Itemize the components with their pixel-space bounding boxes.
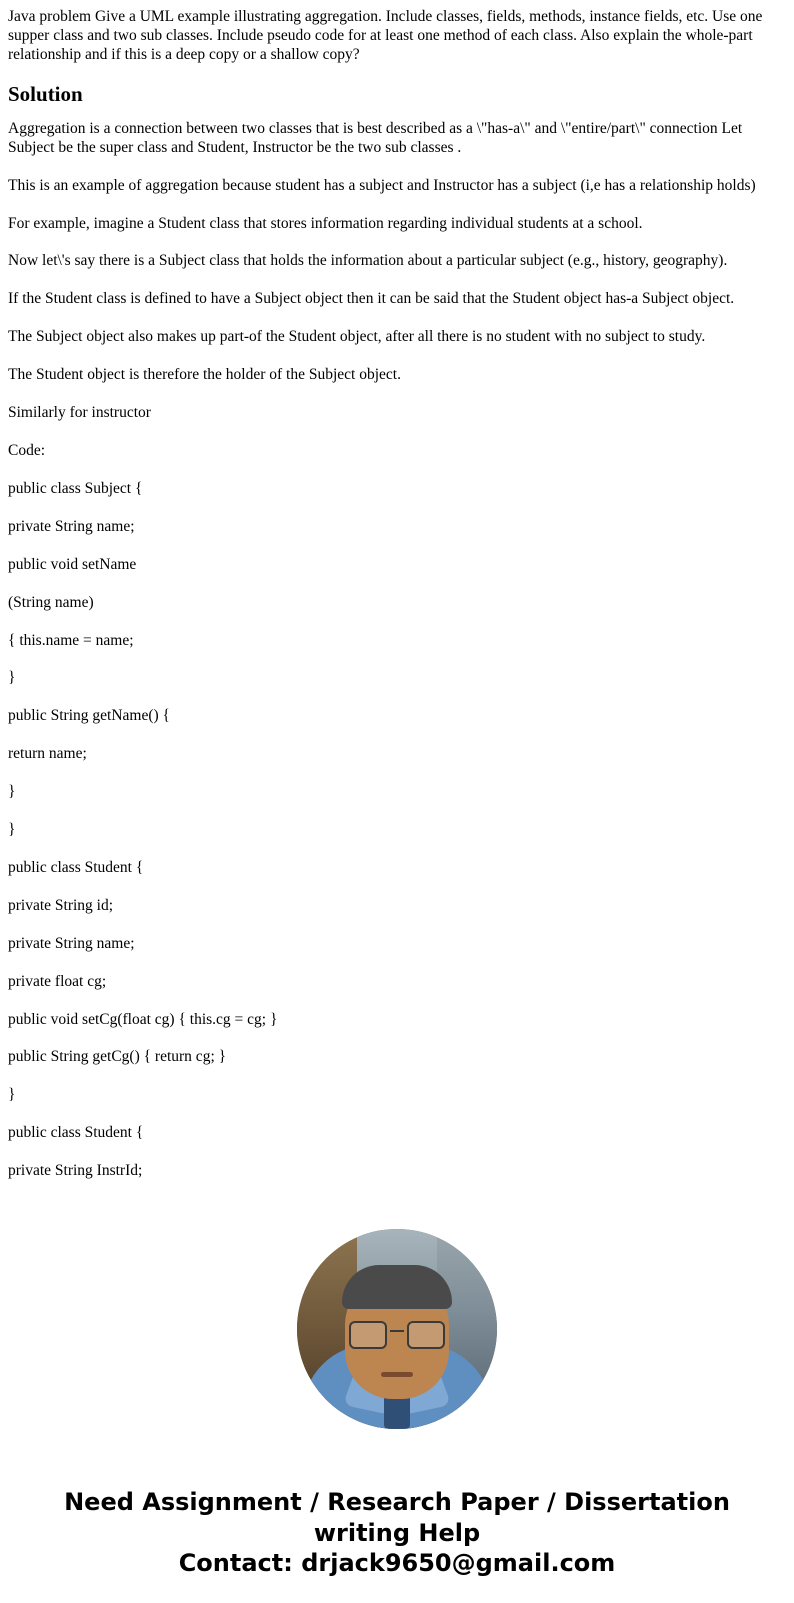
code-line: public class Student { (8, 858, 144, 876)
code-line: public void setName (8, 555, 137, 573)
code-line: } (8, 669, 16, 687)
paragraph: If the Student class is defined to have a Subject object then it can be said that the Student object has-a Subject object. (8, 290, 735, 308)
avatar-hair (342, 1265, 452, 1309)
paragraph: Aggregation is a connection between two classes that is best described as a \"has-a\" and \"entire/part\" connection Let Subject be the super class and Student, Instructor be the two sub classes . (8, 119, 743, 156)
avatar-mouth (381, 1372, 413, 1377)
code-line: public String getName() { (8, 707, 170, 725)
code-line: public String getCg() { return cg; } (8, 1048, 227, 1066)
footer-contact: Contact: drjack9650@gmail.com (178, 1549, 616, 1578)
footer (8, 1487, 786, 1602)
code-line: } (8, 783, 16, 801)
code-line: { this.name = name; (8, 631, 134, 649)
avatar (297, 1229, 497, 1429)
code-line: private String id; (8, 896, 114, 914)
question-text: Java problem Give a UML example illustrating aggregation. Include classes, fields, methods, instance fields, etc. Use one supper class and two sub classes. Include pseudo code for at least one method of each class. Also explain the whole-part relationship and if this is a deep copy or a shallow copy? (8, 8, 763, 63)
paragraph: Now let\'s say there is a Subject class that holds the information about a particular subject (e.g., history, geography). (8, 252, 728, 270)
code-line: private String name; (8, 934, 135, 952)
code-line: (String name) (8, 593, 94, 611)
code-line: } (8, 1086, 16, 1104)
paragraph: Similarly for instructor (8, 404, 151, 422)
code-line: } (8, 821, 16, 839)
paragraph: This is an example of aggregation because student has a subject and Instructor has a subject (i,e has a relationship holds) (8, 176, 756, 194)
code-line: public class Student { (8, 1124, 144, 1142)
paragraph: For example, imagine a Student class that stores information regarding individual students at a school. (8, 214, 643, 232)
code-line: return name; (8, 745, 87, 763)
avatar-glasses-left (349, 1321, 387, 1349)
code-line: public void setCg(float cg) { this.cg = cg; } (8, 1010, 278, 1028)
paragraph: The Student object is therefore the holder of the Subject object. (8, 366, 401, 384)
paragraph: The Subject object also makes up part-of the Student object, after all there is no student with no subject to study. (8, 328, 706, 346)
code-line: private String InstrId; (8, 1162, 143, 1180)
code-line: private float cg; (8, 972, 107, 990)
avatar-glasses-right (407, 1321, 445, 1349)
code-line: private String name; (8, 517, 135, 535)
avatar-glasses-bridge (390, 1330, 404, 1332)
paragraph: Code: (8, 441, 46, 459)
solution-heading: Solution (8, 81, 83, 106)
avatar-container (8, 1229, 786, 1429)
footer-headline: Need Assignment / Research Paper / Dissertation writing Help (64, 1488, 730, 1547)
code-line: public class Subject { (8, 479, 143, 497)
solution-body (8, 120, 786, 1181)
